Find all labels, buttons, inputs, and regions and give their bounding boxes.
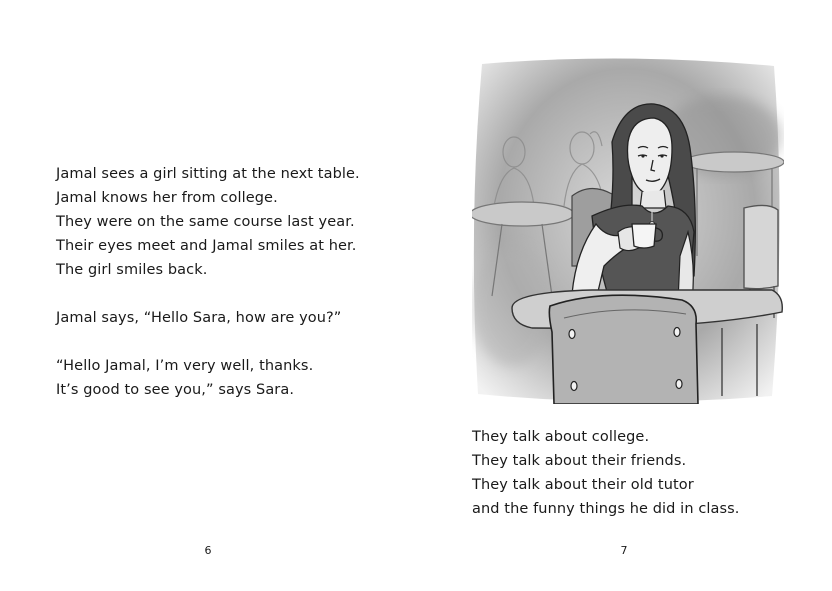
text-line: Jamal knows her from college. <box>56 190 278 206</box>
cafe-illustration <box>472 56 784 404</box>
text-line: They talk about their old tutor <box>472 477 694 493</box>
text-line: They talk about college. <box>472 429 650 445</box>
right-page-text <box>472 425 740 521</box>
page-number: 6 <box>204 544 212 557</box>
text-line: “Hello Jamal, I’m very well, thanks. <box>56 358 314 374</box>
text-line: Jamal sees a girl sitting at the next table. <box>56 166 360 182</box>
left-page-text <box>56 162 360 402</box>
text-line: Jamal says, “Hello Sara, how are you?” <box>56 310 342 326</box>
text-line: They were on the same course last year. <box>56 214 355 230</box>
text-line: The girl smiles back. <box>56 262 208 278</box>
text-line: They talk about their friends. <box>472 453 687 469</box>
blank-line <box>56 282 360 306</box>
text-line: Their eyes meet and Jamal smiles at her. <box>56 238 357 254</box>
text-line: and the funny things he did in class. <box>472 501 740 517</box>
text-line: It’s good to see you,” says Sara. <box>56 382 295 398</box>
blank-line <box>56 330 360 354</box>
right-page <box>416 0 832 591</box>
page-number: 7 <box>620 544 628 557</box>
